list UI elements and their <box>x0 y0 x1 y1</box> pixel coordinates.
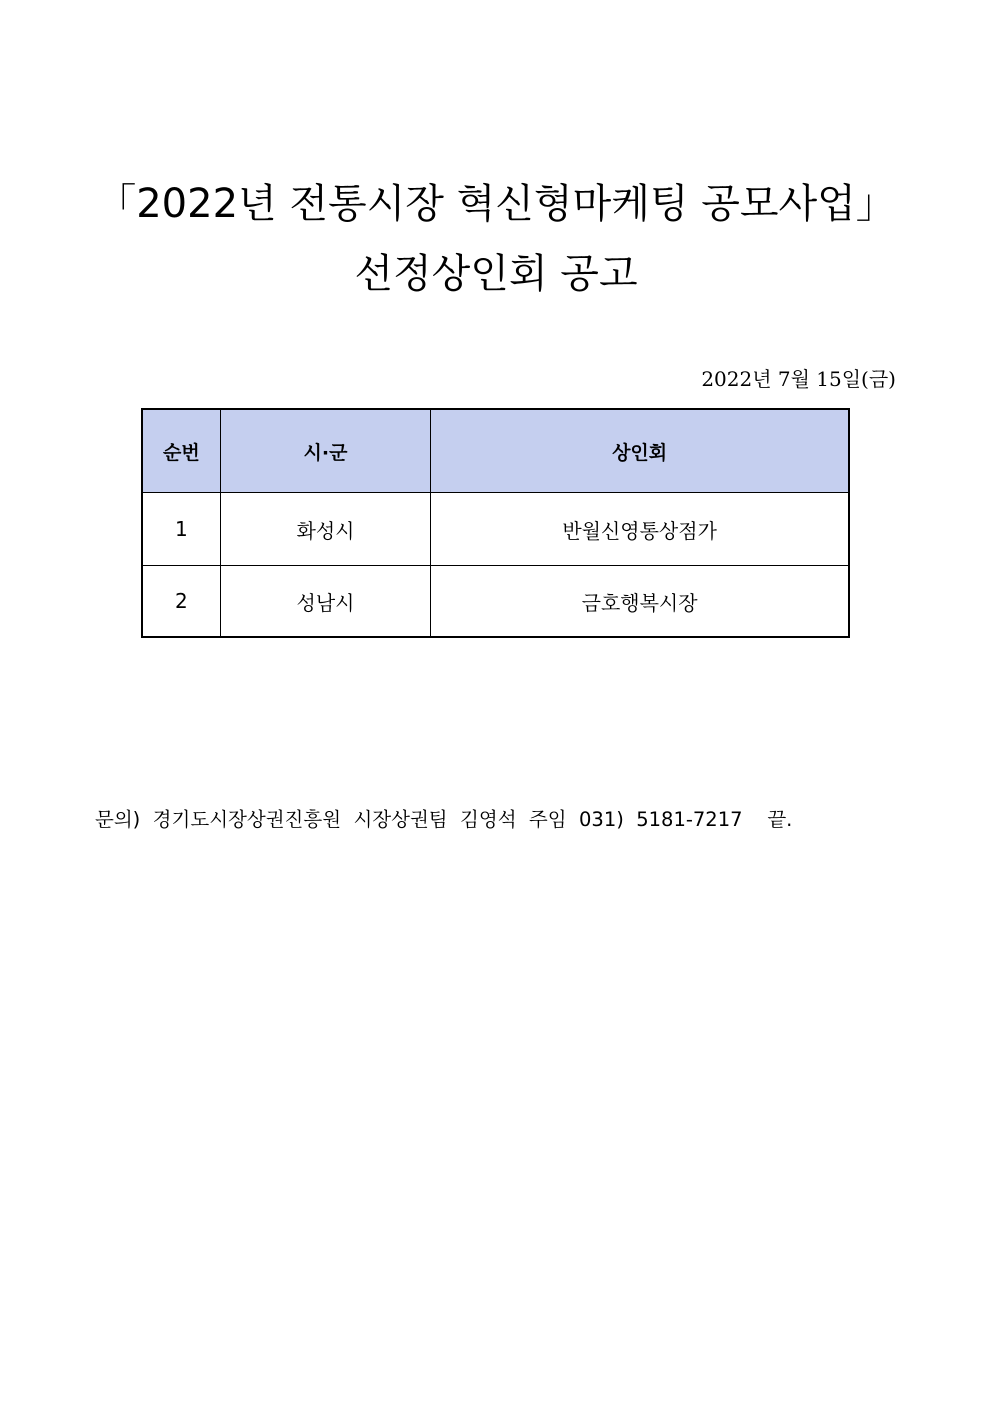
table-row <box>142 566 849 638</box>
document-title <box>0 172 992 306</box>
cell-merchant-association: 반월신영통상점가 <box>431 493 849 566</box>
inquiry-text: 문의) 경기도시장상권진흥원 시장상권팀 김영석 주임 031) 5181-7217 <box>95 808 743 831</box>
cell-merchant-association: 금호행복시장 <box>431 566 849 638</box>
cell-number: 2 <box>142 566 220 638</box>
table-header-row <box>142 409 849 493</box>
header-merchant-association: 상인회 <box>431 409 849 493</box>
cell-city: 성남시 <box>220 566 430 638</box>
title-line-1: 「2022년 전통시장 혁신형마케팅 공모사업」 <box>96 181 896 227</box>
table-row <box>142 493 849 566</box>
cell-number: 1 <box>142 493 220 566</box>
end-mark: 끝. <box>767 808 793 831</box>
title-line-2: 선정상인회 공고 <box>354 251 638 297</box>
cell-city: 화성시 <box>220 493 430 566</box>
inquiry-contact <box>95 806 792 834</box>
header-city: 시·군 <box>220 409 430 493</box>
header-number: 순번 <box>142 409 220 493</box>
selected-merchants-table <box>141 408 850 638</box>
announcement-date: 2022년 7월 15일(금) <box>701 367 896 391</box>
